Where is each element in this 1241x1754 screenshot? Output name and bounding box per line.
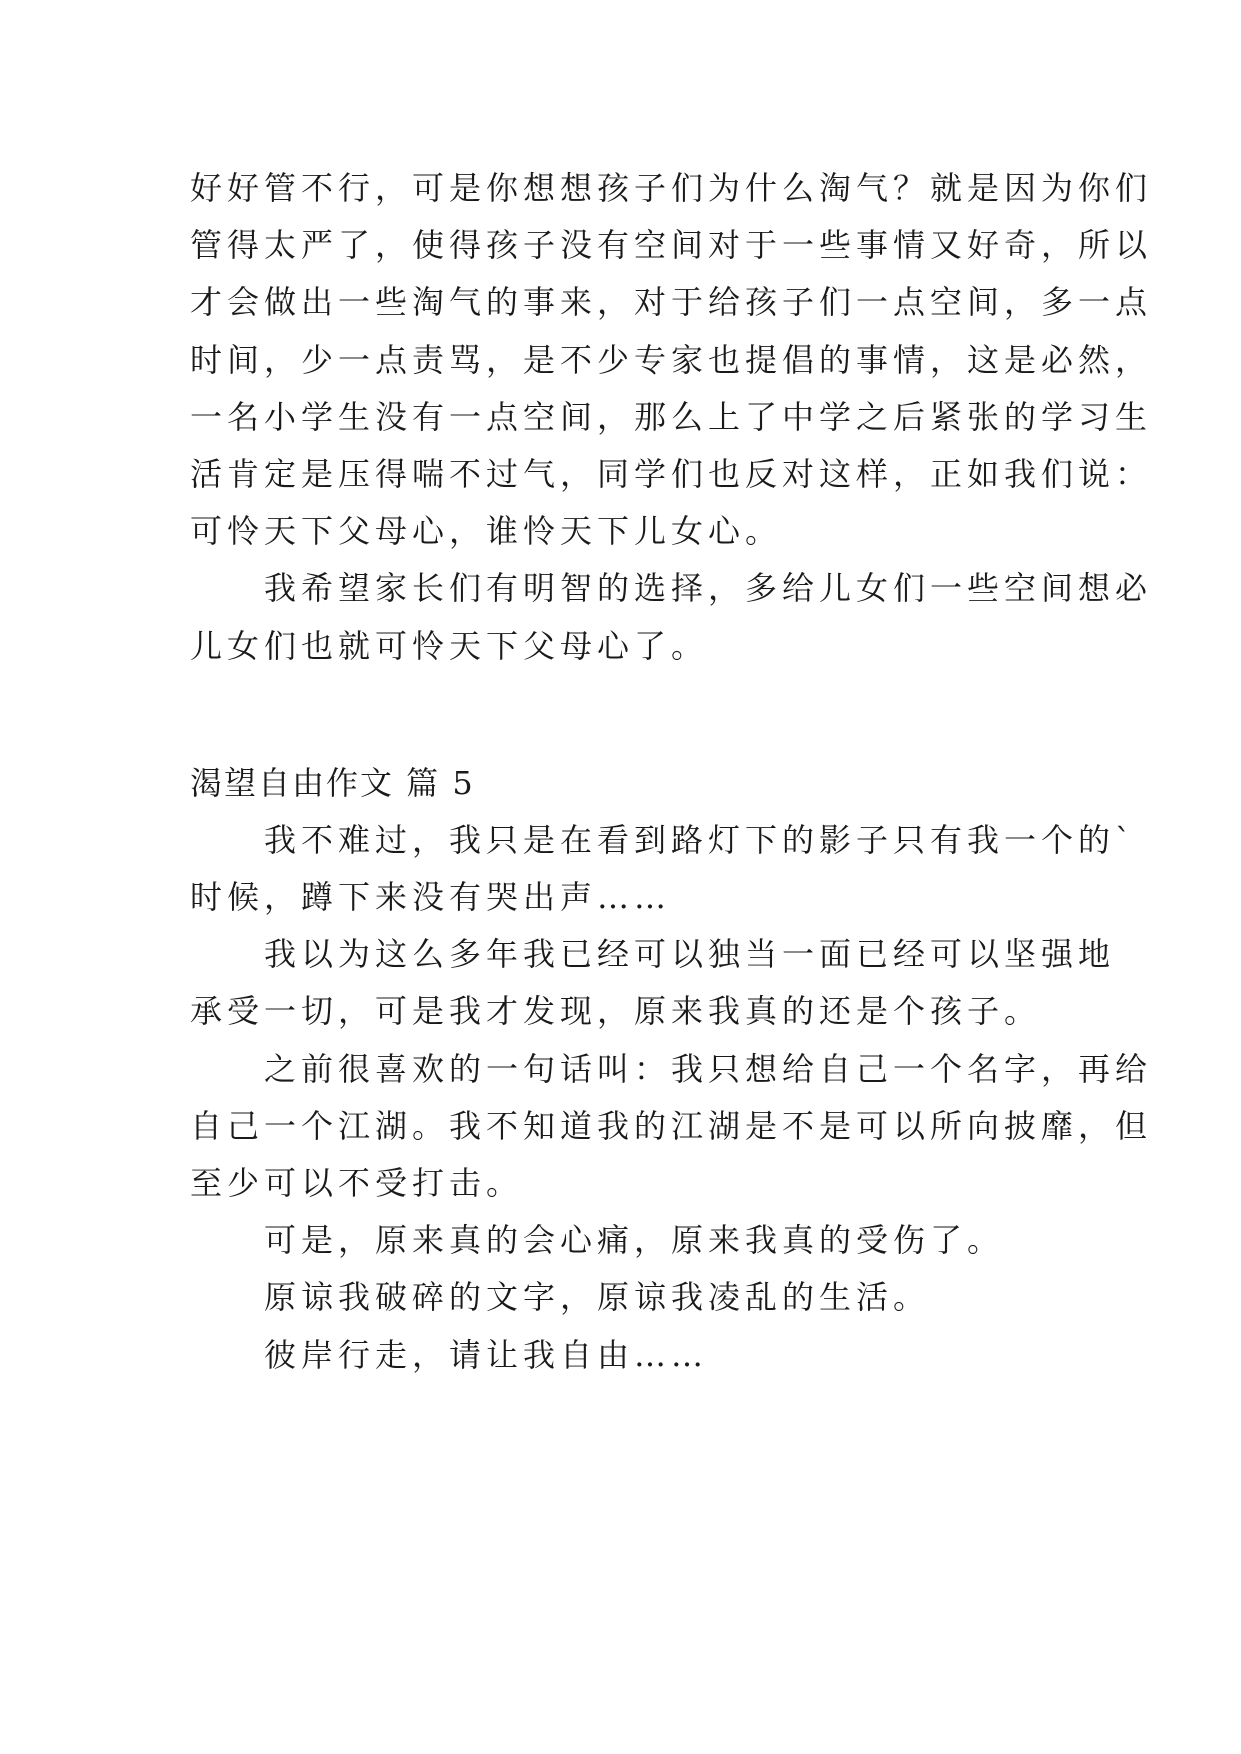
paragraph (190, 1041, 1153, 1213)
text-line: 之前很喜欢的一句话叫：我只想给自己一个名字，再给 (264, 1049, 1153, 1088)
text-line: 才会做出一些淘气的事来，对于给孩子们一点空间，多一点 (190, 283, 1153, 322)
text-line: 我希望家长们有明智的选择，多给儿女们一些空间想必 (264, 569, 1153, 608)
paragraph-conclusion (190, 560, 1153, 674)
text-line: 我不难过，我只是在看到路灯下的影子只有我一个的` (264, 820, 1137, 859)
text-line: 至少可以不受打击。 (190, 1164, 524, 1202)
text-line: 可怜天下父母心，谁怜天下儿女心。 (190, 512, 783, 551)
text-line: 好好管不行，可是你想想孩子们为什么淘气？就是因为你们 (190, 169, 1153, 207)
text-line: 承受一切，可是我才发现，原来我真的还是个孩子。 (190, 992, 1042, 1031)
text-line: 活肯定是压得喘不过气，同学们也反对这样，正如我们说： (190, 454, 1153, 493)
text-line: 儿女们也就可怜天下父母心了。 (190, 626, 709, 665)
paragraph (190, 926, 1116, 1040)
paragraph: 彼岸行走，请让我自由…… (264, 1335, 709, 1374)
text-line: 自己一个江湖。我不知道我的江湖是不是可以所向披靡，但 (190, 1106, 1153, 1145)
section-spacer (190, 675, 1070, 755)
section-heading: 渴望自由作文 篇 5 (190, 763, 475, 802)
essay-body (190, 160, 1153, 1384)
paragraph: 原谅我破碎的文字，原谅我凌乱的生活。 (264, 1278, 931, 1317)
paragraph-continued (190, 160, 1153, 560)
paragraph (190, 812, 1137, 926)
paragraph: 可是，原来真的会心痛，原来我真的受伤了。 (264, 1221, 1005, 1260)
text-line: 时候，蹲下来没有哭出声…… (190, 878, 672, 917)
text-line: 我以为这么多年我已经可以独当一面已经可以坚强地 (264, 935, 1116, 974)
text-line: 一名小学生没有一点空间，那么上了中学之后紧张的学习生 (190, 397, 1153, 436)
text-line: 管得太严了，使得孩子没有空间对于一些事情又好奇，所以 (190, 226, 1153, 265)
text-line: 时间，少一点责骂，是不少专家也提倡的事情，这是必然， (190, 340, 1153, 379)
